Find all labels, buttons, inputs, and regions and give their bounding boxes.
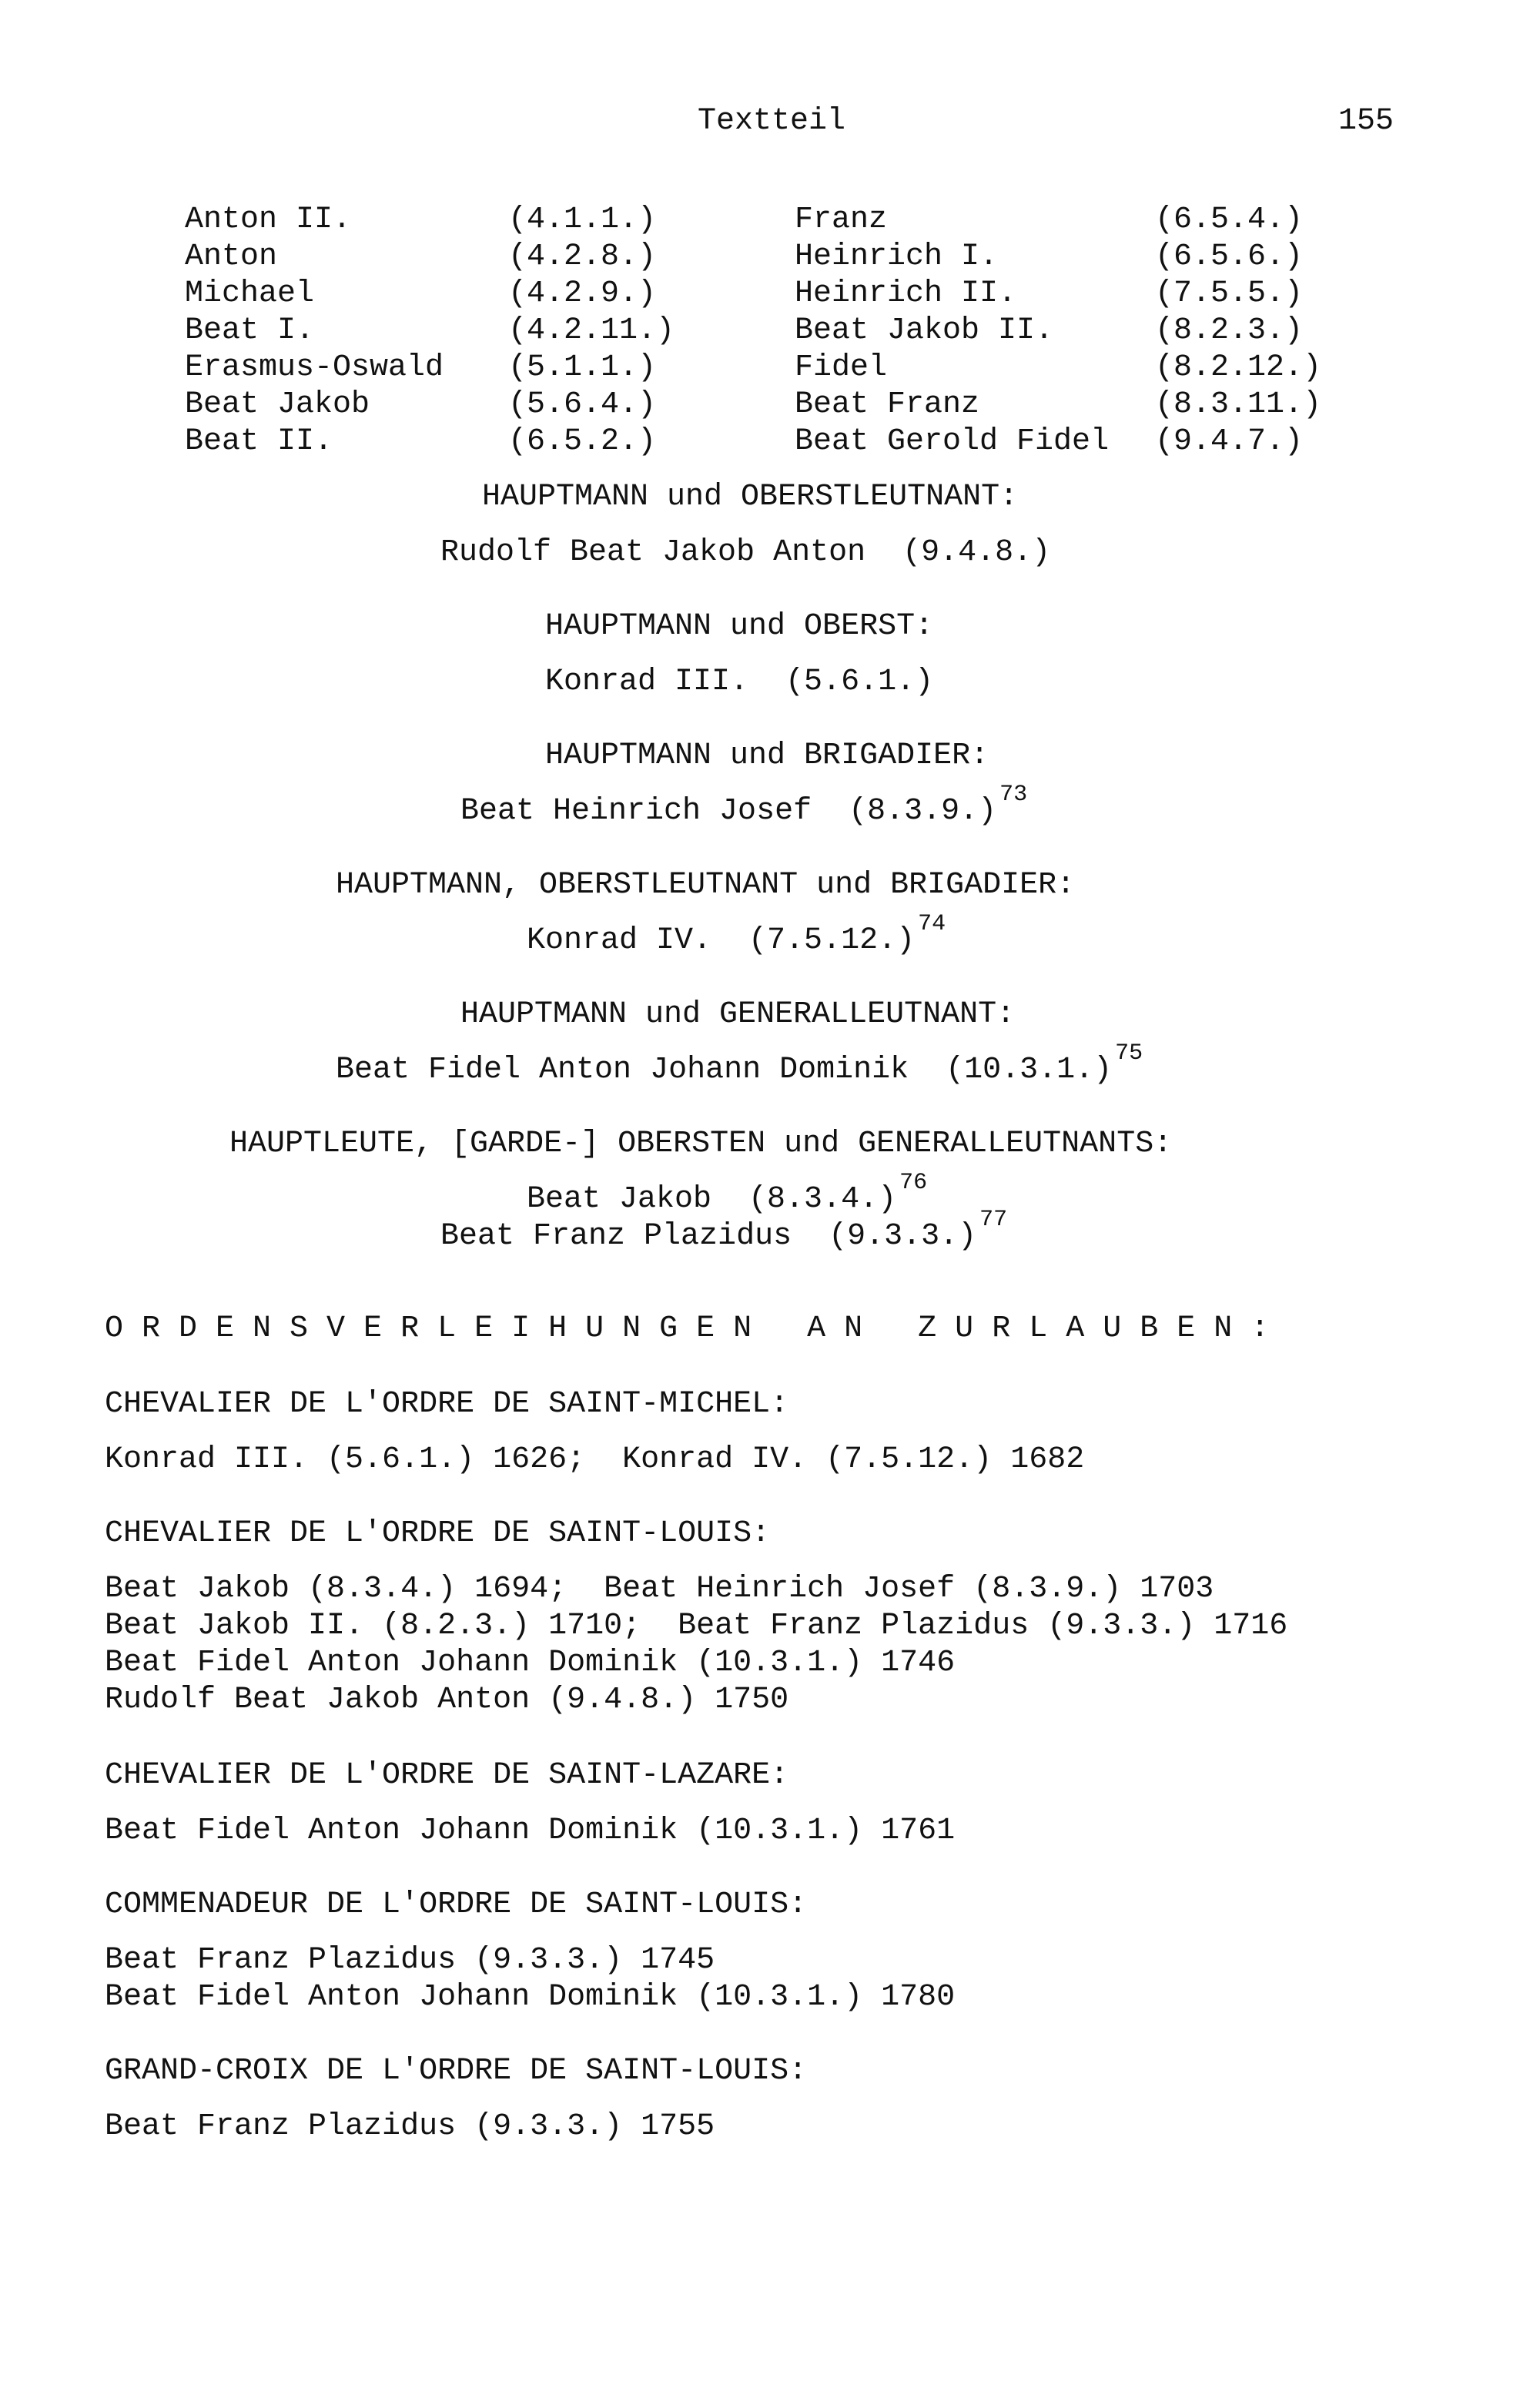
rank-entry-text: Beat Heinrich Josef (8.3.9.) (460, 794, 997, 829)
rank-heading: HAUPTMANN und BRIGADIER: (545, 739, 989, 773)
rank-heading: HAUPTMANN und GENERALLEUTNANT: (460, 997, 1016, 1032)
footnote-ref: 76 (899, 1170, 928, 1196)
order-line: Beat Fidel Anton Johann Dominik (10.3.1.) 1780 (105, 1980, 956, 2015)
footnote-ref: 73 (999, 782, 1028, 808)
person-name: Erasmus-Oswald (185, 350, 444, 385)
genealogy-code: (4.2.8.) (508, 240, 657, 274)
order-heading: CHEVALIER DE L'ORDRE DE SAINT-MICHEL: (105, 1387, 789, 1422)
genealogy-code: (6.5.4.) (1155, 203, 1304, 237)
running-header-title: Textteil (698, 104, 846, 139)
genealogy-code: (4.2.11.) (508, 313, 675, 348)
section-title: O R D E N S V E R L E I H U N G E N A N Z U R L A U B E N : (105, 1311, 1270, 1346)
rank-entry-text: Beat Fidel Anton Johann Dominik (10.3.1.) (336, 1053, 1113, 1087)
genealogy-code: (8.3.11.) (1155, 387, 1322, 422)
genealogy-code: (6.5.6.) (1155, 240, 1304, 274)
rank-entry-text: Beat Franz Plazidus (9.3.3.) (440, 1219, 977, 1254)
genealogy-code: (4.1.1.) (508, 203, 657, 237)
footnote-ref: 74 (918, 911, 946, 937)
genealogy-code: (9.4.7.) (1155, 424, 1304, 459)
order-line: Rudolf Beat Jakob Anton (9.4.8.) 1750 (105, 1683, 789, 1717)
order-heading: CHEVALIER DE L'ORDRE DE SAINT-LOUIS: (105, 1516, 771, 1551)
person-name: Beat Franz (795, 387, 980, 422)
rank-heading: HAUPTMANN, OBERSTLEUTNANT und BRIGADIER: (336, 868, 1076, 903)
order-line: Konrad III. (5.6.1.) 1626; Konrad IV. (7.5.12.) 1682 (105, 1442, 1085, 1477)
order-line: Beat Jakob II. (8.2.3.) 1710; Beat Franz Plazidus (9.3.3.) 1716 (105, 1609, 1288, 1643)
person-name: Michael (185, 276, 315, 311)
rank-heading: HAUPTLEUTE, [GARDE-] OBERSTEN und GENERALLEUTNANTS: (229, 1127, 1173, 1161)
order-line: Beat Fidel Anton Johann Dominik (10.3.1.) 1746 (105, 1646, 956, 1680)
order-heading: CHEVALIER DE L'ORDRE DE SAINT-LAZARE: (105, 1758, 789, 1793)
person-name: Anton (185, 240, 278, 274)
footnote-ref: 75 (1115, 1040, 1143, 1067)
footnote-ref: 77 (979, 1207, 1008, 1233)
person-name: Anton II. (185, 203, 352, 237)
rank-entry-text: Konrad IV. (7.5.12.) (527, 923, 916, 958)
rank-entry (440, 534, 1050, 571)
order-line: Beat Franz Plazidus (9.3.3.) 1745 (105, 1943, 715, 1978)
person-name: Beat II. (185, 424, 333, 459)
rank-heading: HAUPTMANN und OBERST: (545, 609, 934, 644)
person-name: Fidel (795, 350, 888, 385)
genealogy-code: (8.2.3.) (1155, 313, 1304, 348)
genealogy-code: (4.2.9.) (508, 276, 657, 311)
rank-entry (527, 1170, 928, 1220)
person-name: Franz (795, 203, 888, 237)
genealogy-code: (7.5.5.) (1155, 276, 1304, 311)
rank-entry-text: Konrad III. (5.6.1.) (545, 665, 934, 699)
rank-entry (527, 911, 946, 961)
rank-heading: HAUPTMANN und OBERSTLEUTNANT: (482, 480, 1019, 514)
rank-entry (336, 1040, 1143, 1090)
rank-entry (460, 782, 1028, 832)
order-line: Beat Franz Plazidus (9.3.3.) 1755 (105, 2109, 715, 2144)
genealogy-code: (8.2.12.) (1155, 350, 1322, 385)
person-name: Heinrich I. (795, 240, 999, 274)
order-line: Beat Fidel Anton Johann Dominik (10.3.1.) 1761 (105, 1814, 956, 1848)
genealogy-code: (5.1.1.) (508, 350, 657, 385)
rank-entry-text: Beat Jakob (8.3.4.) (527, 1182, 897, 1217)
genealogy-code: (5.6.4.) (508, 387, 657, 422)
person-name: Beat I. (185, 313, 315, 348)
order-heading: COMMENADEUR DE L'ORDRE DE SAINT-LOUIS: (105, 1888, 808, 1922)
person-name: Beat Jakob (185, 387, 370, 422)
order-heading: GRAND-CROIX DE L'ORDRE DE SAINT-LOUIS: (105, 2054, 808, 2089)
person-name: Beat Jakob II. (795, 313, 1054, 348)
rank-entry (440, 1207, 1008, 1257)
page-number: 155 (1338, 104, 1394, 139)
genealogy-code: (6.5.2.) (508, 424, 657, 459)
rank-entry (545, 664, 933, 701)
order-line: Beat Jakob (8.3.4.) 1694; Beat Heinrich Josef (8.3.9.) 1703 (105, 1572, 1214, 1606)
rank-entry-text: Rudolf Beat Jakob Anton (9.4.8.) (440, 535, 1051, 570)
person-name: Heinrich II. (795, 276, 1017, 311)
person-name: Beat Gerold Fidel (795, 424, 1110, 459)
